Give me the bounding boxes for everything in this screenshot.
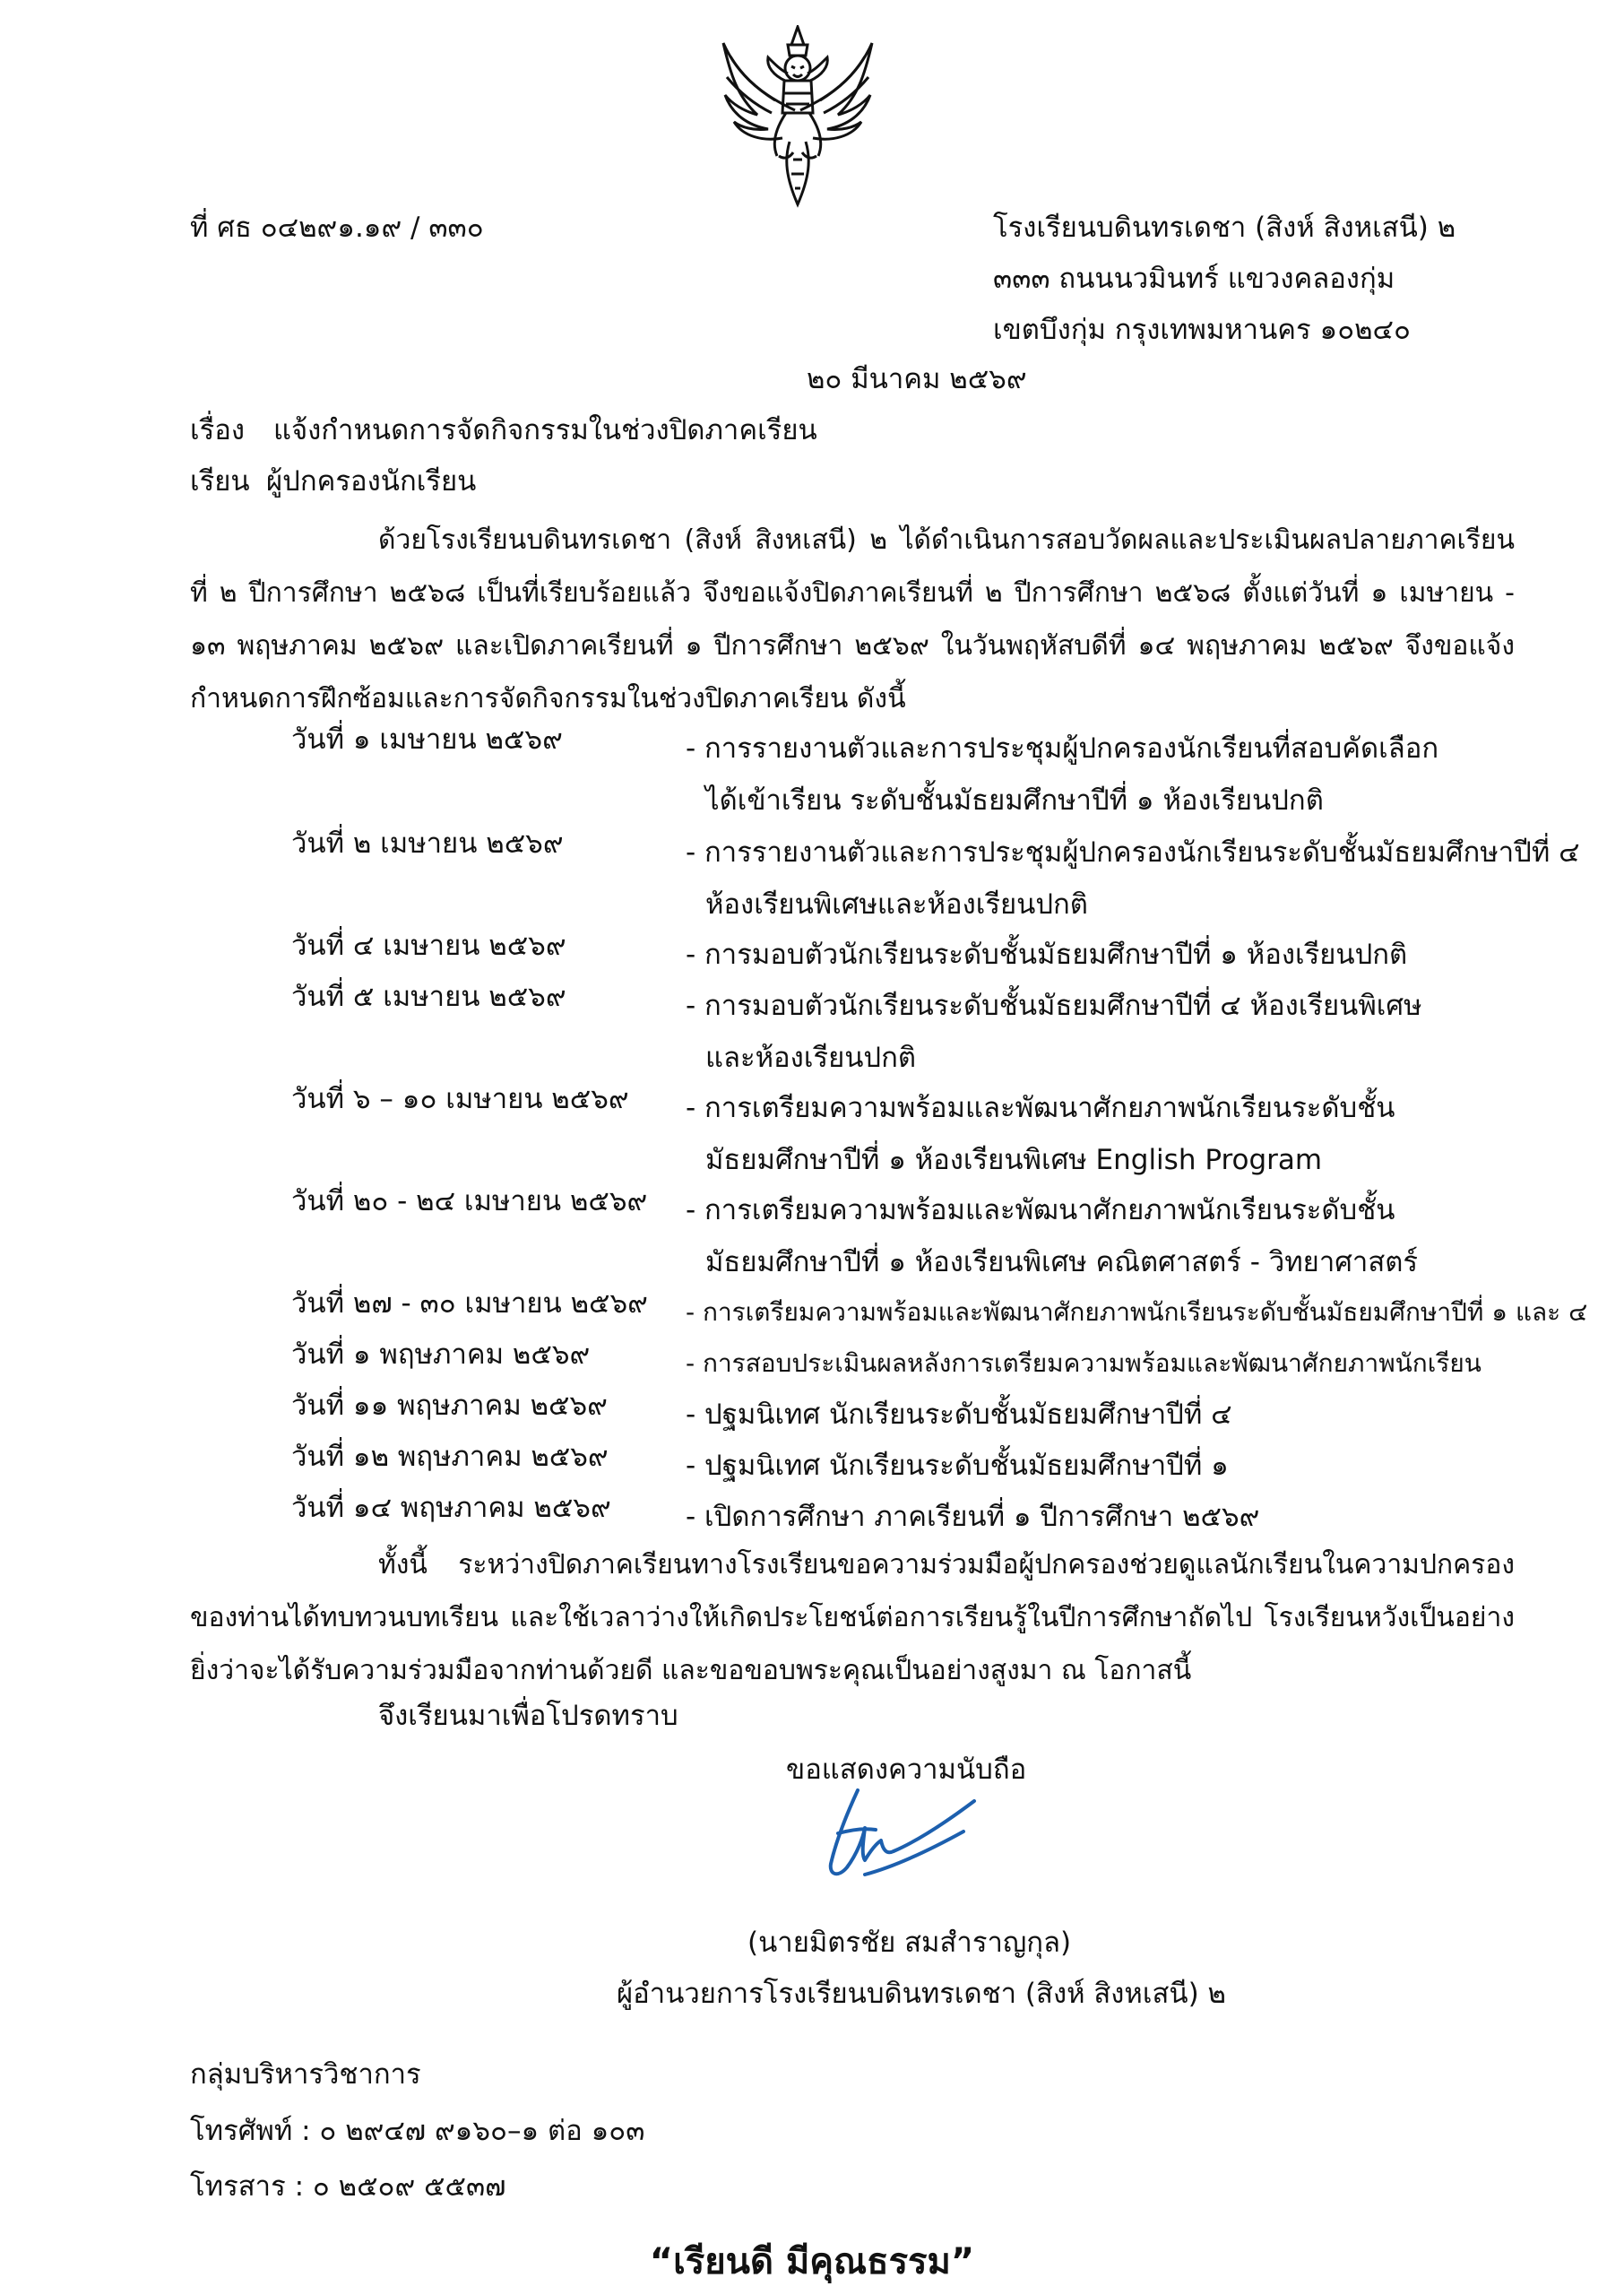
schedule-description bbox=[686, 1286, 1588, 1338]
schedule-date: วันที่ ๑๑ พฤษภาคม ๒๕๖๙ bbox=[291, 1390, 608, 1422]
request-line: จึงเรียนมาเพื่อโปรดทราบ bbox=[378, 1700, 678, 1732]
schedule-date: วันที่ ๒๐ - ๒๔ เมษายน ๒๕๖๙ bbox=[291, 1185, 648, 1217]
schedule-line-1: - การเตรียมความพร้อมและพัฒนาศักยภาพนักเรียนระดับชั้น bbox=[686, 1194, 1395, 1226]
schedule-description bbox=[686, 1082, 1483, 1186]
schedule-line-1: - การรายงานตัวและการประชุมผู้ปกครองนักเรียนระดับชั้นมัธยมศึกษาปีที่ ๔ bbox=[686, 836, 1580, 869]
schedule-description bbox=[686, 1184, 1483, 1288]
address-line-1: ๓๓๓ ถนนนวมินทร์ แขวงคลองกุ่ม bbox=[993, 263, 1395, 295]
address-line-2: เขตบึงกุ่ม กรุงเทพมหานคร ๑๐๒๔๐ bbox=[993, 314, 1411, 346]
schedule-date: วันที่ ๒ เมษายน ๒๕๖๙ bbox=[291, 827, 564, 860]
schedule-description bbox=[686, 1440, 1483, 1492]
schedule-date: วันที่ ๕ เมษายน ๒๕๖๙ bbox=[291, 981, 566, 1013]
intro-paragraph: ด้วยโรงเรียนบดินทรเดชา (สิงห์ สิงหเสนี) ๒ ได้ดำเนินการสอบวัดผลและประเมินผลปลายภาคเรียนที่ ๒ ปีการศึกษา ๒๕๖๘ เป็นที่เรียบร้อยแล้ว จึงขอแจ้งปิดภาคเรียนที่ ๒ ปีการศึกษา ๒๕๖๘ ตั้งแต่วันที่ ๑ เมษายน - ๑๓ พฤษภาคม ๒๕๖๙ และเปิดภาคเรียนที่ ๑ ปีการศึกษา ๒๕๖๙ ในวันพฤหัสบดีที่ ๑๔ พฤษภาคม ๒๕๖๙ จึงขอแจ้งกำหนดการฝึกซ้อมและการจัดกิจกรรมในช่วงปิดภาคเรียน ดังนี้ bbox=[190, 524, 1515, 714]
school-motto: “เรียนดี มีคุณธรรม” bbox=[649, 2241, 975, 2282]
recipient-label: เรียน bbox=[190, 465, 250, 498]
closing-salutation: ขอแสดงความนับถือ bbox=[786, 1754, 1027, 1786]
schedule-description bbox=[686, 827, 1580, 931]
schedule-line-2: มัธยมศึกษาปีที่ ๑ ห้องเรียนพิเศษ English Program bbox=[705, 1144, 1323, 1176]
schedule-date: วันที่ ๑ เมษายน ๒๕๖๙ bbox=[291, 723, 563, 756]
schedule-date: วันที่ ๑๒ พฤษภาคม ๒๕๖๙ bbox=[291, 1441, 609, 1473]
garuda-emblem-icon bbox=[713, 25, 883, 209]
signatory-position: ผู้อำนวยการโรงเรียนบดินทรเดชา (สิงห์ สิงหเสนี) ๒ bbox=[617, 1978, 1226, 2010]
schedule-description bbox=[686, 1491, 1483, 1543]
schedule-date: วันที่ ๒๗ - ๓๐ เมษายน ๒๕๖๙ bbox=[291, 1287, 648, 1320]
schedule-line-1: - การรายงานตัวและการประชุมผู้ปกครองนักเรียนที่สอบคัดเลือก bbox=[686, 732, 1439, 765]
schedule-description bbox=[686, 723, 1483, 827]
schedule-line-1: - การมอบตัวนักเรียนระดับชั้นมัธยมศึกษาปีที่ ๔ ห้องเรียนพิเศษ bbox=[686, 990, 1422, 1022]
schedule-description bbox=[686, 929, 1483, 981]
schedule-line-1: - ปฐมนิเทศ นักเรียนระดับชั้นมัธยมศึกษาปีที่ ๔ bbox=[686, 1399, 1232, 1431]
department-name: กลุ่มบริหารวิชาการ bbox=[190, 2058, 421, 2091]
phone-number: โทรศัพท์ : ๐ ๒๙๔๗ ๙๑๖๐–๑ ต่อ ๑๐๓ bbox=[190, 2115, 645, 2147]
recipient-text: ผู้ปกครองนักเรียน bbox=[266, 465, 477, 498]
schedule-line-1: - การเตรียมความพร้อมและพัฒนาศักยภาพนักเรียนระดับชั้นมัธยมศึกษาปีที่ ๑ และ ๔ bbox=[686, 1297, 1588, 1327]
schedule-line-1: - การมอบตัวนักเรียนระดับชั้นมัธยมศึกษาปีที่ ๑ ห้องเรียนปกติ bbox=[686, 939, 1408, 971]
schedule-date: วันที่ ๑ พฤษภาคม ๒๕๖๙ bbox=[291, 1338, 591, 1371]
reference-number: ที่ ศธ ๐๔๒๙๑.๑๙ / ๓๓๐ bbox=[190, 212, 484, 244]
schedule-line-1: - ปฐมนิเทศ นักเรียนระดับชั้นมัธยมศึกษาปีที่ ๑ bbox=[686, 1450, 1229, 1482]
signature-icon bbox=[811, 1778, 990, 1894]
schedule-line-2: ห้องเรียนพิเศษและห้องเรียนปกติ bbox=[705, 888, 1088, 921]
schedule-description bbox=[686, 1338, 1483, 1390]
closing-paragraph: ทั้งนี้ ระหว่างปิดภาคเรียนทางโรงเรียนขอความร่วมมือผู้ปกครองช่วยดูแลนักเรียนในความปกครองของท่านได้ทบทวนบทเรียน และใช้เวลาว่างให้เกิดประโยชน์ต่อการเรียนรู้ในปีการศึกษาถัดไป โรงเรียนหวังเป็นอย่างยิ่งว่าจะได้รับความร่วมมือจากท่านด้วยดี และขอขอบพระคุณเป็นอย่างสูงมา ณ โอกาสนี้ bbox=[190, 1549, 1515, 1686]
schedule-line-1: - เปิดการศึกษา ภาคเรียนที่ ๑ ปีการศึกษา ๒๕๖๙ bbox=[686, 1501, 1260, 1533]
fax-number: โทรสาร : ๐ ๒๕๐๙ ๕๕๓๗ bbox=[190, 2170, 506, 2203]
signatory-name: (นายมิตรชัย สมสำราญกุล) bbox=[747, 1927, 1072, 1959]
schedule-line-2: ได้เข้าเรียน ระดับชั้นมัธยมศึกษาปีที่ ๑ ห้องเรียนปกติ bbox=[705, 784, 1324, 817]
schedule-line-2: มัธยมศึกษาปีที่ ๑ ห้องเรียนพิเศษ คณิตศาสตร์ - วิทยาศาสตร์ bbox=[705, 1246, 1419, 1278]
schedule-line-1: - การสอบประเมินผลหลังการเตรียมความพร้อมและพัฒนาศักยภาพนักเรียน bbox=[686, 1348, 1481, 1378]
schedule-description bbox=[686, 1389, 1483, 1441]
schedule-description bbox=[686, 980, 1483, 1084]
schedule-date: วันที่ ๔ เมษายน ๒๕๖๙ bbox=[291, 930, 566, 962]
schedule-line-1: - การเตรียมความพร้อมและพัฒนาศักยภาพนักเรียนระดับชั้น bbox=[686, 1092, 1395, 1124]
schedule-line-2: และห้องเรียนปกติ bbox=[705, 1042, 916, 1074]
subject-text: แจ้งกำหนดการจัดกิจกรรมในช่วงปิดภาคเรียน bbox=[273, 414, 817, 446]
letter-date: ๒๐ มีนาคม ๒๕๖๙ bbox=[807, 363, 1027, 395]
subject-label: เรื่อง bbox=[190, 414, 246, 446]
schedule-date: วันที่ ๖ – ๑๐ เมษายน ๒๕๖๙ bbox=[291, 1083, 629, 1115]
school-name: โรงเรียนบดินทรเดชา (สิงห์ สิงหเสนี) ๒ bbox=[993, 212, 1456, 244]
schedule-date: วันที่ ๑๔ พฤษภาคม ๒๕๖๙ bbox=[291, 1492, 611, 1524]
